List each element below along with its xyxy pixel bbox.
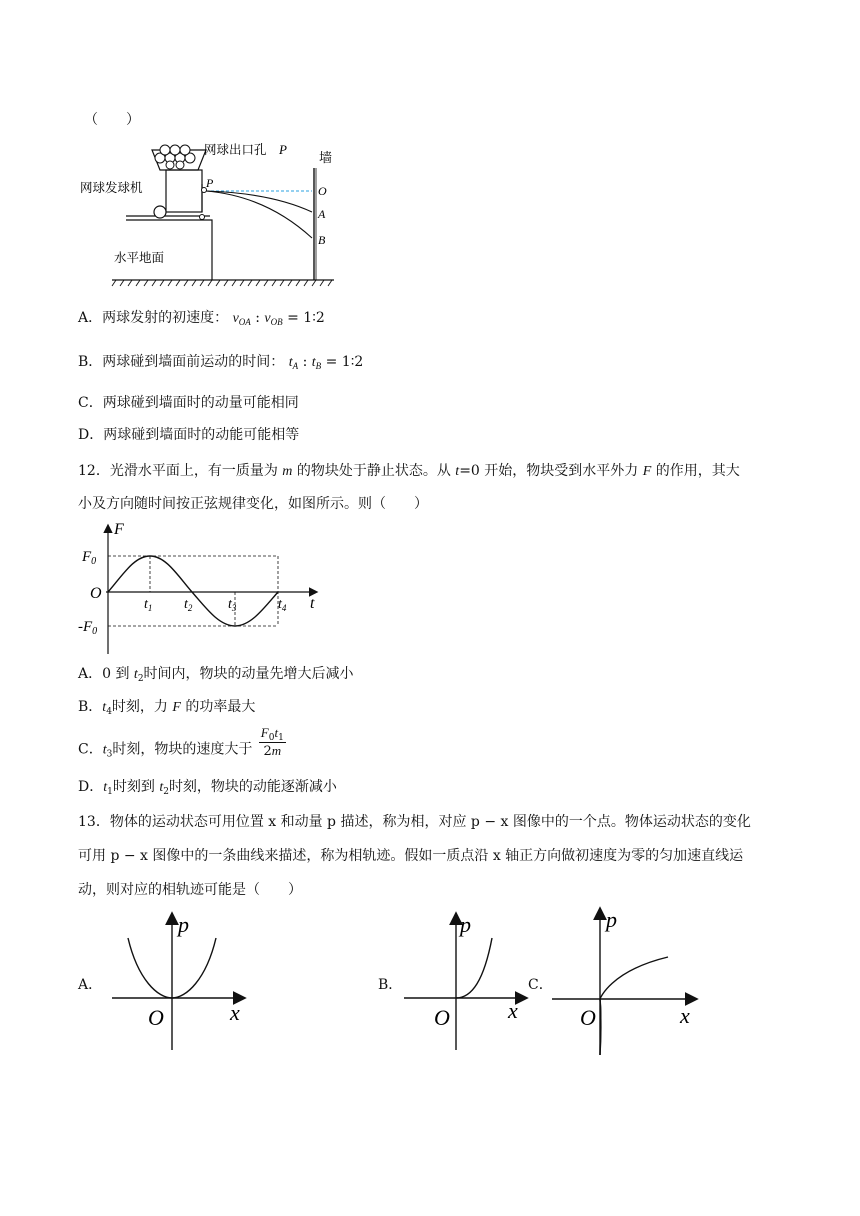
trajectory-b — [206, 191, 312, 238]
ground-hatch — [112, 280, 332, 286]
q13-stem-line2: 可用 p − x 图像中的一条曲线来描述，称为相轨迹。假如一质点沿 x 轴正方向做初速度为零的匀加速直线运 — [78, 848, 744, 864]
q13-stem-line1: 13．物体的运动状态可用位置 x 和动量 p 描述，称为相，对应 p − x 图像中的一个点。物体运动状态的变化 — [78, 814, 751, 830]
svg-text:O: O — [148, 1005, 164, 1030]
machine-label: 网球发球机 — [80, 180, 143, 195]
outlet-letter: P — [279, 142, 287, 157]
wheel-icon — [154, 206, 166, 218]
svg-text:t2: $t_2$ — [184, 597, 193, 613]
svg-text:F0: $F_0$ — [82, 549, 97, 567]
svg-text:p: p — [606, 907, 617, 932]
wall-label: 墙 — [319, 151, 333, 166]
q12-sine-graph — [78, 518, 328, 660]
q13-graph-a[interactable] — [108, 910, 248, 1052]
sine-curve — [108, 556, 278, 626]
trajectory-a — [206, 191, 312, 212]
tennis-balls — [155, 145, 195, 169]
machine-body — [166, 170, 202, 212]
half-parabola-curve — [456, 938, 492, 998]
svg-text:x: x — [230, 1000, 240, 1025]
q12-stem-line2: 小及方向随时间按正弦规律变化，如图所示。则（ ） — [78, 496, 428, 512]
point-o-label: O — [318, 184, 327, 198]
q13-option-a-label[interactable]: A． — [78, 977, 103, 993]
svg-text:O: O — [90, 585, 102, 602]
q11-option-c[interactable]: C．两球碰到墙面时的动量可能相同 — [78, 395, 299, 411]
q12-option-d[interactable]: D．$t_1$时刻到 $t_2$时刻，物块的动能逐渐减小 — [78, 779, 337, 797]
svg-text:p: p — [460, 912, 471, 937]
q12-stem-line1: 12．光滑水平面上，有一质量为 m 的物块处于静止状态。从 t=0 开始，物块受到水平外力 F 的作用，其大 — [78, 463, 740, 479]
svg-text:F: F — [114, 521, 124, 538]
q11-option-d[interactable]: D．两球碰到墙面时的动能可能相等 — [78, 427, 300, 443]
svg-text:x: x — [508, 998, 518, 1023]
point-a-label: A — [318, 207, 326, 221]
sideways-parabola-top — [600, 957, 668, 1055]
q13-graph-b[interactable] — [400, 910, 530, 1052]
svg-text:t4: $t_4$ — [278, 597, 287, 613]
outlet-label: 网球出口孔 — [204, 142, 267, 157]
svg-text:-F0: $-F_0$ — [78, 619, 98, 637]
svg-text:x: x — [680, 1003, 690, 1028]
sideways-parabola-bottom — [600, 999, 601, 1055]
q13-option-c-label[interactable]: C． — [528, 977, 553, 993]
q13-stem-line3: 动，则对应的相轨迹可能是（ ） — [78, 882, 302, 898]
svg-text:O: O — [434, 1005, 450, 1030]
q13-option-b-label[interactable]: B． — [378, 977, 403, 993]
q11-figure — [76, 140, 356, 300]
q11-option-b[interactable]: B．两球碰到墙面前运动的时间： $t_A$ : $t_B$ = 1∶2 — [78, 354, 364, 371]
svg-text:t3: $t_3$ — [228, 597, 237, 613]
svg-text:t1: $t_1$ — [144, 597, 153, 613]
velocity-fraction: $\frac{F_0t_1}{2m}$ — [260, 725, 284, 759]
q12-option-a[interactable]: A．0 到 $t_2$时间内，物块的动量先增大后减小 — [78, 666, 354, 684]
q12-option-c[interactable]: C．$t_3$时刻，物块的速度大于 $\frac{F_0t_1}{2m}$ — [78, 725, 284, 760]
point-b-label: B — [318, 233, 326, 247]
svg-text:p: p — [178, 912, 189, 937]
q12-option-b[interactable]: B．$t_4$时刻，力 F 的功率最大 — [78, 699, 256, 717]
svg-text:t: t — [310, 595, 315, 612]
q13-graph-c[interactable] — [550, 905, 700, 1057]
q11-option-a[interactable]: A．两球发射的初速度： $v_{OA}$ : $v_{OB}$ = 1∶2 — [78, 310, 325, 327]
point-p-label: P — [206, 176, 214, 190]
answer-paren: （ ） — [84, 112, 140, 128]
svg-text:O: O — [580, 1005, 596, 1030]
ground-label: 水平地面 — [114, 250, 165, 265]
